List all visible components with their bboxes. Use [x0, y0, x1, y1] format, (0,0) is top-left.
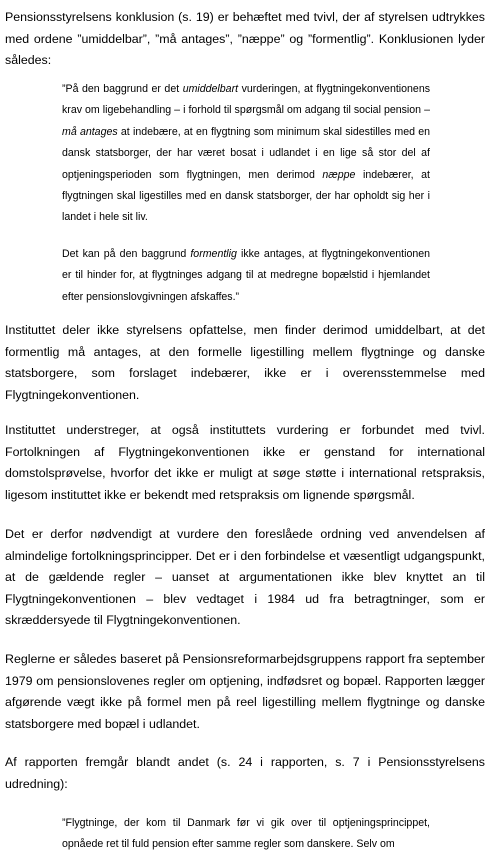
paragraph-institute-position: Instituttet deler ikke styrelsens opfattelse, men finder derimod umiddelbart, at det formentlig må antages, at den formelle ligestilling mellem flygtninge og danske statsborgere, som forslaget indebærer, ikke er i overensstemmelse med Flygtningekonventionen.	[5, 323, 485, 402]
paragraph-report-excerpt-intro: Af rapporten fremgår blandt andet (s. 24 i rapporten, s. 7 i Pensionsstyrelsens udredning):	[5, 755, 485, 791]
paragraph-pension-reform-report: Reglerne er således baseret på Pensionsreformarbejdsgruppens rapport fra september 1979 om pensionslovenes regler om optjening, indfødsret og bopæl. Rapporten lægger afgørende vægt ikke på formel men på reel ligestilling mellem flygtninge og danske statsborgere med bopæl i udlandet.	[5, 652, 485, 731]
paragraph-institute-doubt: Instituttet understreger, at også instituttets vurdering er forbundet med tvivl. Fortolkningen af Flygtningekonventionen ikke er genstand for international domstolsprøvelse, hvorfor det ikke er muligt at søge støtte i international retspraksis, ligesom instituttet ikke er bekendt med retspraksis om lignende spørgsmål.	[5, 423, 485, 502]
quote-conclusion-part-1: ”På den baggrund er det umiddelbart vurderingen, at flygtningekonventionens krav om ligebehandling – i forhold til spørgsmål om adgang til social pension – må antages at indebære, at en flygtning som minimum skal sidestilles med en dansk statsborger, der har været bosat i udlandet i en lige så stor del af optjeningsperioden som flygtningen, men derimod næppe indebærer, at flygtningen skal ligestilles med en dansk statsborger, der har opholdt sig her i landet i hele sit liv.	[62, 83, 431, 224]
paragraph-conclusion-intro: Pensionsstyrelsens konklusion (s. 19) er behæftet med tvivl, der af styrelsen udtrykkes med ordene ”umiddelbar”, ”må antages”, ”næppe” og ”formentlig”. Konklusionen lyder således:	[5, 10, 485, 67]
quote-conclusion-part-2: Det kan på den baggrund formentlig ikke antages, at flygtningekonventionen er til hinder for, at flygtninges adgang til at medregne bopælstid i hjemlandet efter pensionslovgivningen afskaffes.”	[62, 248, 431, 303]
paragraph-interpretation-principles: Det er derfor nødvendigt at vurdere den foreslåede ordning ved anvendelsen af almindelige fortolkningsprincipper. Det er i den forbindelse et væsentligt udgangspunkt, at de gældende regler – uanset at argumentationen ikke blev knyttet an til Flygtningekonventionen – blev vedtaget i 1984 ud fra betragtninger, som er skræddersyede til Flygtningekonventionen.	[5, 527, 485, 627]
quote-report-excerpt: ”Flygtninge, der kom til Danmark før vi gik over til optjeningsprincippet, opnåede ret til fuld pension efter samme regler som danskere. Selv om	[62, 817, 430, 851]
